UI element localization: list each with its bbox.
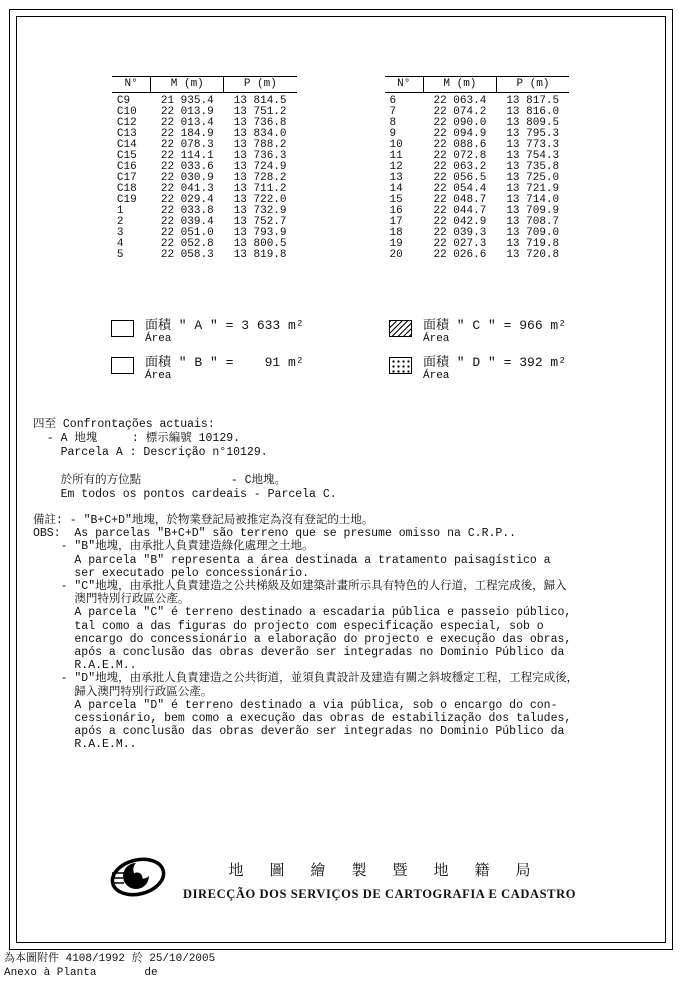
text-line: - "B"地塊，由承批人負責建造綠化處理之土地。 xyxy=(33,540,314,554)
point-number: 12 xyxy=(389,161,403,173)
point-number: 15 xyxy=(389,194,403,206)
text-line: 備註: - "B+C+D"地塊，於物業登記局被推定為沒有登記的土地。 xyxy=(33,514,374,527)
coordinate-p: 13 720.8 xyxy=(506,249,560,261)
text-line: Em todos os pontos cardeais - Parcela C. xyxy=(33,488,337,501)
area-legend-item xyxy=(389,318,581,346)
text-line: 四至 Confrontações actuais: xyxy=(33,418,215,431)
text-line: - "D"地塊，由承批人負責建造之公共街道，並須負責設計及建造有關之斜坡穩定工程，工程完成後， xyxy=(33,672,579,686)
bureau-stamp xyxy=(0,854,681,907)
coordinate-p: 13 714.0 xyxy=(506,194,560,206)
coordinate-m: 22 114.1 xyxy=(160,150,214,162)
point-number: C10 xyxy=(116,106,137,118)
text-line: cessionário, bem como a execução das obras de estabilização dos taludes, xyxy=(33,712,572,726)
area-value: 面積 " B " = 91 m² xyxy=(145,355,304,370)
coordinate-m: 22 029.4 xyxy=(160,194,214,206)
text-line: 歸入澳門特別行政區公產。 xyxy=(33,685,213,699)
annex-reference-pt: Anexo à Planta xyxy=(4,966,97,979)
coordinate-m: 22 013.9 xyxy=(160,106,214,118)
coordinate-p: 13 816.0 xyxy=(506,106,560,118)
coordinate-p: 13 719.8 xyxy=(506,238,560,250)
coordinate-m: 22 063.4 xyxy=(433,95,487,107)
dscc-logo-icon xyxy=(105,854,167,907)
text-line: após a conclusão das obras deverão ser integradas no Dominio Público da xyxy=(33,646,565,660)
coordinate-m: 22 054.4 xyxy=(433,183,487,195)
coordinate-m: 22 030.9 xyxy=(160,172,214,184)
text-line: A parcela "C" é terreno destinado a escadaria pública e passeio público, xyxy=(33,606,572,620)
coordinate-p: 13 793.9 xyxy=(233,227,287,239)
coordinate-m: 22 042.9 xyxy=(433,216,487,228)
coordinate-p: 13 773.3 xyxy=(506,139,560,151)
coordinate-m: 22 048.7 xyxy=(433,194,487,206)
coordinate-m: 22 063.2 xyxy=(433,161,487,173)
annex-reference xyxy=(4,953,215,980)
coordinate-p: 13 809.5 xyxy=(506,117,560,129)
area-legend-item xyxy=(389,355,581,383)
coordinate-p: 13 725.0 xyxy=(506,172,560,184)
area-swatch-icon xyxy=(389,357,412,374)
coordinate-p: 13 754.3 xyxy=(506,150,560,162)
point-number: C9 xyxy=(116,95,131,107)
point-number: C17 xyxy=(116,172,137,184)
area-value: 面積 " D " = 392 m² xyxy=(423,355,567,370)
coordinate-p: 13 819.8 xyxy=(233,249,287,261)
point-number: C19 xyxy=(116,194,137,206)
col-header-number: N° xyxy=(112,77,151,93)
point-number: C15 xyxy=(116,150,137,162)
coordinate-m: 22 056.5 xyxy=(433,172,487,184)
coordinate-tables xyxy=(0,76,681,261)
area-value: 面積 " C " = 966 m² xyxy=(423,318,567,333)
coordinate-p: 13 711.2 xyxy=(233,183,287,195)
point-number: 4 xyxy=(116,238,124,250)
col-header-m: M (m) xyxy=(151,77,224,93)
coordinate-p: 13 728.2 xyxy=(233,172,287,184)
area-legend-item xyxy=(111,355,389,383)
coordinate-p: 13 708.7 xyxy=(506,216,560,228)
point-number: 14 xyxy=(389,183,403,195)
point-number: 20 xyxy=(389,249,403,261)
coordinate-m: 22 074.2 xyxy=(433,106,487,118)
point-number: 1 xyxy=(116,205,124,217)
text-line: R.A.E.M.. xyxy=(33,659,137,673)
coordinate-p: 13 817.5 xyxy=(506,95,560,107)
coordinate-table-left xyxy=(112,76,297,261)
coordinate-m: 21 935.4 xyxy=(160,95,214,107)
point-number: 5 xyxy=(116,249,124,261)
coordinate-m: 22 058.3 xyxy=(160,249,214,261)
coordinate-p: 13 721.9 xyxy=(506,183,560,195)
coordinate-m: 22 090.0 xyxy=(433,117,487,129)
coordinate-m: 22 078.3 xyxy=(160,139,214,151)
coordinate-m: 22 072.8 xyxy=(433,150,487,162)
text-line: após a conclusão das obras deverão ser integradas no Dominio Público da xyxy=(33,725,565,739)
coordinate-p: 13 724.9 xyxy=(233,161,287,173)
coordinate-m: 22 094.9 xyxy=(433,128,487,140)
table-row xyxy=(385,250,570,261)
area-label-pt: Área xyxy=(423,370,450,382)
area-swatch-icon xyxy=(111,357,134,374)
text-line: Parcela A : Descrição n°10129. xyxy=(33,446,268,459)
annex-reference-zh: 為本圖附件 4108/1992 於 25/10/2005 xyxy=(4,953,216,965)
text-line: A parcela "D" é terreno destinado a via pública, sob o encargo do con- xyxy=(33,698,558,712)
point-number: 18 xyxy=(389,227,403,239)
text-line: encargo do concessionário a elaboração do projecto e execução das obras, xyxy=(33,632,572,646)
coordinate-p: 13 800.5 xyxy=(233,238,287,250)
confrontations-block xyxy=(33,418,337,502)
point-number: 16 xyxy=(389,205,403,217)
coordinate-m: 22 033.6 xyxy=(160,161,214,173)
text-line: 於所有的方位點 - C地塊。 xyxy=(33,474,287,487)
coordinate-p: 13 735.8 xyxy=(506,161,560,173)
point-number: 9 xyxy=(389,128,397,140)
table-header-row xyxy=(385,77,570,93)
coordinate-m: 22 052.8 xyxy=(160,238,214,250)
text-line: - A 地塊 : 標示編號 10129. xyxy=(33,432,241,445)
coordinate-p: 13 834.0 xyxy=(233,128,287,140)
point-number: 11 xyxy=(389,150,403,162)
coordinate-p: 13 751.2 xyxy=(233,106,287,118)
coordinate-m: 22 041.3 xyxy=(160,183,214,195)
coordinate-p: 13 814.5 xyxy=(233,95,287,107)
text-line: ser executado pelo concessionário. xyxy=(33,566,310,580)
point-number: 2 xyxy=(116,216,124,228)
coordinate-p: 13 795.3 xyxy=(506,128,560,140)
point-number: 6 xyxy=(389,95,397,107)
bureau-name-zh: 地圖繪製暨地籍局 xyxy=(228,861,557,879)
point-number: C12 xyxy=(116,117,137,129)
text-line: tal como a das figuras do projecto com especificação especial, sob o xyxy=(33,619,544,633)
coordinate-m: 22 026.6 xyxy=(433,249,487,261)
point-number: C18 xyxy=(116,183,137,195)
col-header-p: P (m) xyxy=(224,77,297,93)
area-legend-item xyxy=(111,318,389,346)
table-row xyxy=(385,93,570,108)
point-number: C14 xyxy=(116,139,137,151)
point-number: 8 xyxy=(389,117,397,129)
coordinate-m: 22 088.6 xyxy=(433,139,487,151)
table-header-row xyxy=(112,77,297,93)
text-line: R.A.E.M.. xyxy=(33,738,137,752)
col-header-number: N° xyxy=(385,77,424,93)
area-value: 面積 " A " = 3 633 m² xyxy=(145,318,304,333)
coordinate-m: 22 039.4 xyxy=(160,216,214,228)
text-line: 澳門特別行政區公產。 xyxy=(33,593,190,607)
point-number: 3 xyxy=(116,227,124,239)
coordinate-m: 22 184.9 xyxy=(160,128,214,140)
bureau-name-pt: DIRECÇÃO DOS SERVIÇOS DE CARTOGRAFIA E CADASTRO xyxy=(182,887,577,901)
coordinate-m: 22 013.4 xyxy=(160,117,214,129)
area-label-pt: Área xyxy=(423,333,450,345)
point-number: 7 xyxy=(389,106,397,118)
text-line: OBS: As parcelas "B+C+D" são terreno que se presume omisso na C.R.P.. xyxy=(33,527,517,541)
point-number: 13 xyxy=(389,172,403,184)
point-number: 17 xyxy=(389,216,403,228)
coordinate-m: 22 027.3 xyxy=(433,238,487,250)
coordinate-m: 22 039.3 xyxy=(433,227,487,239)
coordinate-p: 13 722.0 xyxy=(233,194,287,206)
coordinate-p: 13 736.3 xyxy=(233,150,287,162)
coordinate-p: 13 709.9 xyxy=(506,205,560,217)
area-swatch-icon xyxy=(111,320,134,337)
coordinate-p: 13 709.0 xyxy=(506,227,560,239)
col-header-m: M (m) xyxy=(424,77,497,93)
point-number: C16 xyxy=(116,161,137,173)
coordinate-m: 22 051.0 xyxy=(160,227,214,239)
point-number: 10 xyxy=(389,139,403,151)
coordinate-p: 13 788.2 xyxy=(233,139,287,151)
coordinate-table-right xyxy=(385,76,570,261)
area-label-pt: Área xyxy=(145,333,172,345)
table-row xyxy=(112,250,297,261)
text-line xyxy=(33,460,337,474)
remarks-block xyxy=(33,514,578,752)
point-number: 19 xyxy=(389,238,403,250)
coordinate-p: 13 752.7 xyxy=(233,216,287,228)
area-legend xyxy=(111,318,581,383)
text-line: - "C"地塊，由承批人負責建造之公共梯級及如建築計畫所示具有特色的人行道，工程完成後，歸入 xyxy=(33,580,567,594)
table-row xyxy=(112,93,297,108)
point-number: C13 xyxy=(116,128,137,140)
annex-reference-de: de xyxy=(144,966,158,979)
coordinate-m: 22 044.7 xyxy=(433,205,487,217)
area-swatch-icon xyxy=(389,320,412,337)
col-header-p: P (m) xyxy=(496,77,569,93)
coordinate-p: 13 732.9 xyxy=(233,205,287,217)
coordinate-p: 13 736.8 xyxy=(233,117,287,129)
coordinate-m: 22 033.8 xyxy=(160,205,214,217)
area-label-pt: Área xyxy=(145,370,172,382)
text-line: A parcela "B" representa a área destinada a tratamento paisagístico a xyxy=(33,553,551,567)
